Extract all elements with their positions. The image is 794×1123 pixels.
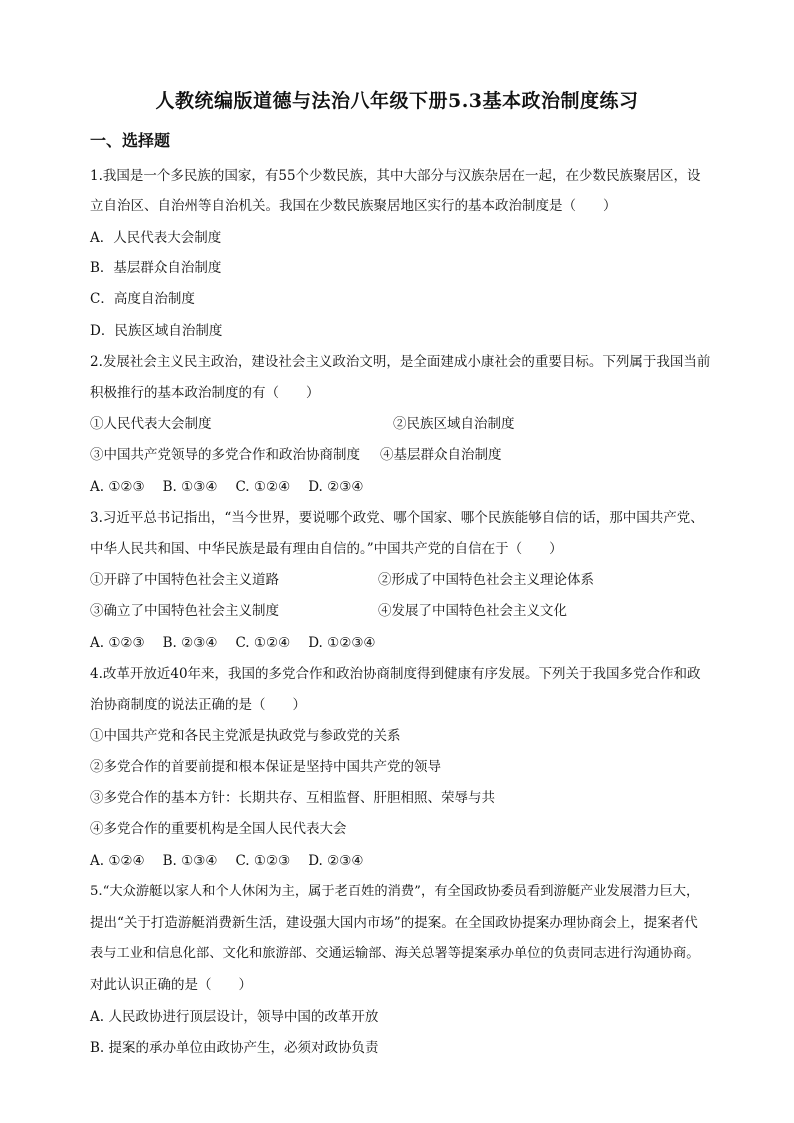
section-heading: 一、选择题 (90, 131, 171, 150)
q1-stem-line-1: 1.我国是一个多民族的国家，有55个少数民族，其中大部分与汉族杂居在一起，在少数民族聚居区，设 (90, 168, 701, 184)
q2-choice-a: A. ①②③ (90, 479, 145, 495)
q3-statement-1: ①开辟了中国特色社会主义道路 (90, 572, 279, 588)
q4-choice-b: B. ①③④ (162, 853, 218, 869)
q2-statement-4: ④基层群众自治制度 (380, 447, 502, 463)
q1-stem-line-2: 立自治区、自治州等自治机关。我国在少数民族聚居地区实行的基本政治制度是（ ） (90, 198, 617, 214)
q5-stem-line-3: 表与工业和信息化部、文化和旅游部、交通运输部、海关总署等提案承办单位的负责同志进行沟通协商。 (90, 946, 700, 961)
q3-choice-a: A. ①②③ (90, 635, 145, 651)
page-title: 人教统编版道德与法治八年级下册5.3基本政治制度练习 (155, 90, 639, 112)
q3-choice-b: B. ②③④ (162, 635, 218, 651)
q3-choice-c: C. ①②④ (235, 635, 291, 651)
q5-stem-line-4: 对此认识正确的是（ ） (90, 977, 252, 993)
q4-stem-line-2: 治协商制度的说法正确的是（ ） (90, 697, 306, 713)
q3-statement-2: ②形成了中国特色社会主义理论体系 (378, 572, 594, 588)
q5-stem-line-2: 提出“关于打造游艇消费新生活，建设强大国内市场”的提案。在全国政协提案办理协商会上，提案者代 (90, 915, 698, 931)
q4-choice-a: A. ①②④ (90, 853, 145, 869)
q4-choice-c: C. ①②③ (235, 853, 291, 869)
q2-answer-row (90, 477, 381, 497)
q4-statement-2: ②多党合作的首要前提和根本保证是坚持中国共产党的领导 (90, 759, 441, 775)
q2-statement-3: ③中国共产党领导的多党合作和政治协商制度 (90, 447, 360, 463)
q4-answer-row (90, 851, 381, 871)
q2-stem-line-2: 积极推行的基本政治制度的有（ ） (90, 385, 320, 401)
q3-statement-3: ③确立了中国特色社会主义制度 (90, 603, 279, 619)
q4-stem-line-1: 4.改革开放近40年来，我国的多党合作和政治协商制度得到健康有序发展。下列关于我国多党合作和政 (90, 666, 701, 682)
q2-choice-d: D. ②③④ (308, 479, 364, 495)
q2-statement-2: ②民族区域自治制度 (393, 416, 515, 432)
q4-choice-d: D. ②③④ (308, 853, 364, 869)
q1-option-c: C．高度自治制度 (90, 291, 195, 307)
q1-option-a: A．人民代表大会制度 (90, 230, 222, 246)
q4-statement-1: ①中国共产党和各民主党派是执政党与参政党的关系 (90, 728, 401, 744)
q2-choice-c: C. ①②④ (235, 479, 291, 495)
q3-stem-line-1: 3.习近平总书记指出，“当今世界，要说哪个政党、哪个国家、哪个民族能够自信的话，那中国共产党、 (90, 510, 704, 526)
q3-answer-row (90, 633, 394, 653)
q3-statement-4: ④发展了中国特色社会主义文化 (378, 603, 567, 619)
q5-stem-line-1: 5.“大众游艇以家人和个人休闲为主，属于老百姓的消费”，有全国政协委员看到游艇产业发展潜力巨大， (90, 884, 700, 899)
q4-statement-4: ④多党合作的重要机构是全国人民代表大会 (90, 821, 347, 837)
q2-choice-b: B. ①③④ (162, 479, 218, 495)
q1-option-b: B．基层群众自治制度 (90, 260, 222, 276)
q5-option-b: B. 提案的承办单位由政协产生，必须对政协负责 (90, 1040, 379, 1056)
q5-option-a: A. 人民政协进行顶层设计，领导中国的改革开放 (90, 1009, 379, 1025)
q2-stem-line-1: 2.发展社会主义民主政治，建设社会主义政治文明，是全面建成小康社会的重要目标。下列属于我国当前 (90, 354, 711, 370)
q2-statement-1: ①人民代表大会制度 (90, 416, 212, 432)
q1-option-d: D．民族区域自治制度 (90, 323, 223, 339)
q3-choice-d: D. ①②③④ (308, 635, 376, 651)
q4-statement-3: ③多党合作的基本方针：长期共存、互相监督、肝胆相照、荣辱与共 (90, 790, 495, 806)
q3-stem-line-2: 中华人民共和国、中华民族是最有理由自信的。”中国共产党的自信在于（ ） (90, 541, 563, 557)
